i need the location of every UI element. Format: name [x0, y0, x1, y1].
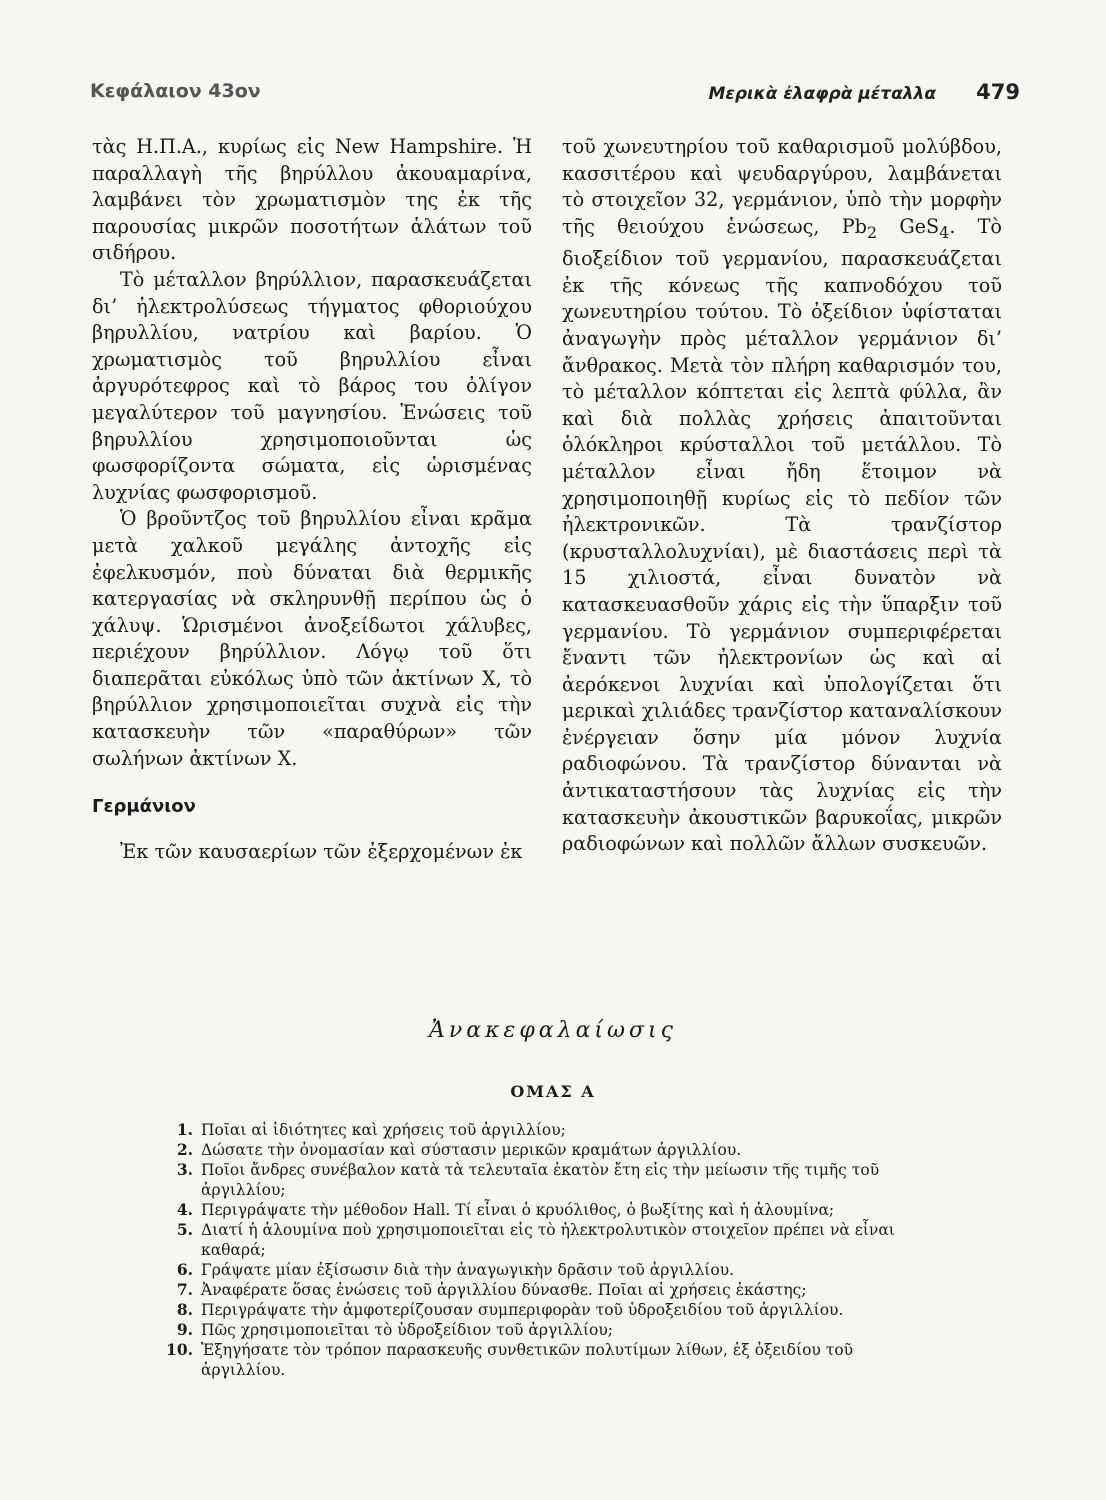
question-item [165, 1160, 920, 1200]
question-text: Δώσατε τὴν ὀνομασίαν καὶ σύστασιν μερικῶν κραμάτων ἀργιλλίου. [201, 1141, 742, 1159]
question-text: Ἐξηγήσατε τὸν τρόπον παρασκευῆς συνθετικῶν πολυτίμων λίθων, ἐξ ὀξειδίου τοῦ ἀργιλλίου. [201, 1341, 854, 1379]
question-list [165, 1120, 920, 1380]
question-text: Περιγράψατε τὴν μέθοδον Hall. Τί εἶναι ὁ κρυόλιθος, ὁ βωξίτης καὶ ἡ ἀλουμίνα; [201, 1201, 835, 1219]
question-item [165, 1280, 920, 1300]
paragraph: Ὁ βροῦντζος τοῦ βηρυλλίου εἶναι κρᾶμα μετὰ χαλκοῦ μεγάλης ἀντοχῆς εἰς ἐφελκυσμόν, ποὺ δύναται διὰ θερμικῆς κατεργασίας νὰ σκληρυνθῇ περίπου ὡς ὁ χάλυψ. Ὡρισμένοι ἀνοξείδωτοι χάλυβες, περιέχουν βηρύλλιον. Λόγῳ τοῦ ὅτι διαπερᾶται εὐκόλως ὑπὸ τῶν ἀκτίνων Χ, τὸ βηρύλλιον χρησιμοποιεῖται συχνὰ εἰς τὴν κατασκευὴν τῶν «παραθύρων» τῶν σωλήνων ἀκτίνων Χ. [92, 507, 532, 770]
question-item [165, 1140, 920, 1160]
question-item [165, 1320, 920, 1340]
question-text: Διατί ἡ ἀλουμίνα ποὺ χρησιμοποιεῖται εἰς τὸ ἠλεκτρολυτικὸν στοιχεῖον πρέπει νὰ εἶναι καθαρά; [201, 1221, 895, 1259]
question-text: Ποῖαι αἱ ἰδιότητες καὶ χρήσεις τοῦ ἀργιλλίου; [201, 1121, 566, 1139]
paragraph: τὰς Η.Π.Α., κυρίως εἰς New Hampshire. Ἡ παραλλαγὴ τῆς βηρύλλου ἀκουαμαρίνα, λαμβάνει τὸν χρωματισμὸν της ἐκ τῆς παρουσίας μικρῶν ποσοτήτων ἁλάτων τοῦ σιδήρου. [92, 135, 532, 265]
question-text: Γράψατε μίαν ἐξίσωσιν διὰ τὴν ἀναγωγικὴν δρᾶσιν τοῦ ἀργιλλίου. [201, 1261, 735, 1279]
question-item [165, 1120, 920, 1140]
question-number: 7. [176, 1280, 193, 1299]
section-heading: Γερμάνιον [92, 796, 196, 818]
question-number: 8. [176, 1300, 193, 1319]
paragraph: Ἐκ τῶν καυσαερίων τῶν ἐξερχομένων ἐκ [120, 839, 523, 863]
question-number: 4. [176, 1200, 193, 1219]
formula-subscript: 4 [939, 222, 950, 242]
formula-subscript: 2 [866, 222, 878, 242]
question-number: 6. [176, 1260, 193, 1279]
question-text: Ἀναφέρατε ὅσας ἑνώσεις τοῦ ἀργιλλίου δύνασθε. Ποῖαι αἱ χρήσεις ἑκάστης; [201, 1281, 807, 1299]
question-number: 2. [176, 1140, 193, 1159]
left-column [92, 134, 532, 865]
question-item [165, 1340, 920, 1380]
question-item [165, 1200, 920, 1220]
question-item [165, 1300, 920, 1320]
group-title: ΟΜΑΣ Α [510, 1082, 596, 1101]
paragraph [562, 134, 1002, 858]
question-number: 5. [176, 1220, 193, 1239]
formula-lead: Pb [841, 214, 867, 238]
question-text: Ποῖοι ἄνδρες συνέβαλον κατὰ τὰ τελευταῖα ἑκατὸν ἔτη εἰς τὴν μείωσιν τῆς τιμῆς τοῦ ἀργιλλίου; [201, 1161, 880, 1199]
page-number: 479 [976, 80, 1020, 104]
running-head [90, 80, 1020, 120]
question-item [165, 1220, 920, 1260]
question-text: Περιγράψατε τὴν ἀμφοτερίζουσαν συμπεριφορὰν τοῦ ὑδροξειδίου τοῦ ἀργιλλίου. [201, 1301, 844, 1319]
right-column [562, 134, 1002, 858]
paragraph: Τὸ μέταλλον βηρύλλιον, παρασκευάζεται δι’ ἠλεκτρολύσεως τήγματος φθοριούχου βηρυλλίου, νατρίου καὶ βαρίου. Ὁ χρωματισμὸς τοῦ βηρυλλίου εἶναι ἀργυρότεφρος καὶ τὸ βάρος του ὀλίγον μεγαλύτερον τοῦ μαγνησίου. Ἑνώσεις τοῦ βηρυλλίου χρησιμοποιοῦνται ὡς φωσφορίζοντα σώματα, εἰς ὡρισμένας λυχνίας φωσφορισμοῦ. [92, 267, 532, 504]
running-title: Μερικὰ ἐλαφρὰ μέταλλα [708, 84, 936, 104]
formula-main: GeS [899, 214, 940, 238]
text-run: . Τὸ διοξείδιον τοῦ γερμανίου, παρασκευάζεται ἐκ τῆς κόνεως τῆς καπνοδόχου τοῦ χωνευτηρίου τούτου. Τὸ ὀξείδιον ὑφίσταται ἀναγωγὴν πρὸς μέταλλον γερμάνιον δι’ ἄνθρακος. Μετὰ τὸν πλήρη καθαρισμόν του, τὸ μέταλλον κόπτεται εἰς λεπτὰ φύλλα, ἂν καὶ διὰ πολλὰς χρήσεις ἀπαιτοῦνται ὁλόκληροι κρύσταλλοι τοῦ μετάλλου. Τὸ μέταλλον εἶναι ἤδη ἕτοιμον νὰ χρησιμοποιηθῇ κυρίως εἰς τὸ πεδίον τῶν ἠλεκτρονικῶν. Τὰ τρανζίστορ (κρυσταλλολυχνίαι), μὲ διαστάσεις περὶ τὰ 15 χιλιοστά, εἶναι δυνατὸν νὰ κατασκευασθοῦν χάρις εἰς τὴν ὕπαρξιν τοῦ γερμανίου. Τὸ γερμάνιον συμπεριφέρεται ἔναντι τῶν ἠλεκτρονίων ὡς καὶ αἱ ἀερόκενοι λυχνίαι καὶ ὑπολογίζεται ὅτι μερικαὶ χιλιάδες τρανζίστορ καταναλίσκουν ἐνέργειαν ὅσην μία μόνον λυχνία ραδιοφώνου. Τὰ τρανζίστορ δύνανται νὰ ἀντικαταστήσουν τὰς λυχνίας εἰς τὴν κατασκευὴν ἀκουστικῶν βαρυκοΐας, μικρῶν ραδιοφώνων καὶ πολλῶν ἄλλων συσκευῶν. [562, 214, 1002, 856]
question-number: 3. [176, 1160, 193, 1179]
question-number: 1. [176, 1120, 193, 1139]
text-run: τοῦ χωνευτηρίου τοῦ καθαρισμοῦ μολύβδου, κασσιτέρου καὶ ψευδαργύρου, λαμβάνεται τὸ στοιχεῖον 32, γερμάνιον, ὑπὸ τὴν μορφὴν τῆς θειούχου ἑνώσεως, [562, 135, 1002, 238]
question-item [165, 1260, 920, 1280]
chapter-label: Κεφάλαιον 43ον [90, 80, 261, 102]
recap-title: Ἀνακεφαλαίωσις [429, 1018, 677, 1043]
question-text: Πῶς χρησιμοποιεῖται τὸ ὑδροξείδιον τοῦ ἀργιλλίου; [201, 1321, 614, 1339]
question-number: 10. [166, 1340, 193, 1359]
question-number: 9. [176, 1320, 193, 1339]
